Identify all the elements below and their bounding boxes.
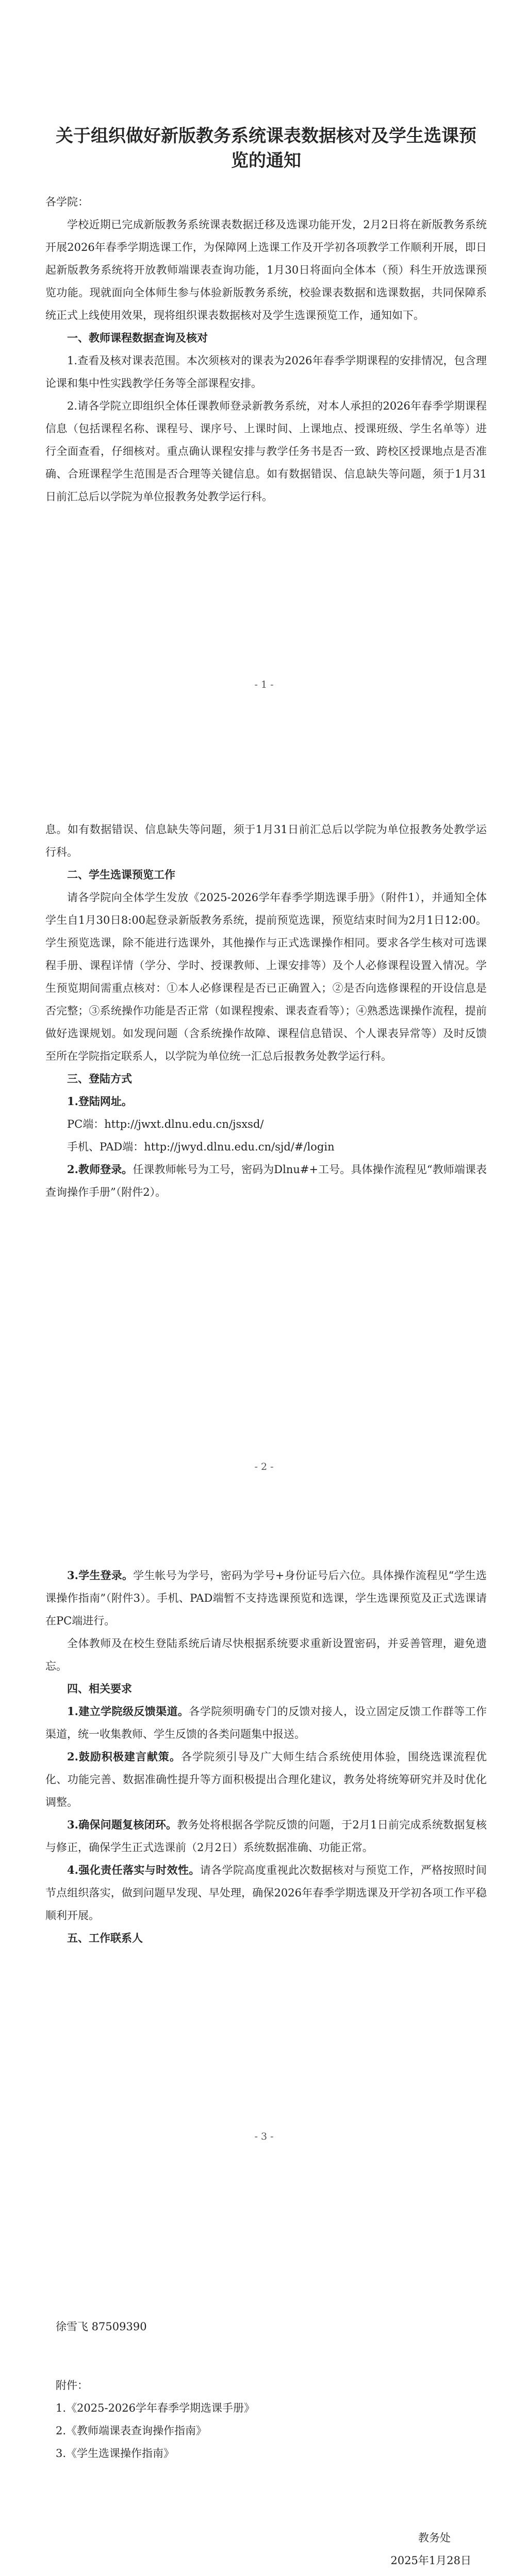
requirement-item-3 — [45, 1814, 487, 1859]
pc-url-line — [45, 1113, 487, 1136]
requirement-2-label: 2.鼓励积极建言献策。 — [67, 1750, 181, 1763]
section-heading-1: 一、教师课程数据查询及核对 — [67, 331, 208, 344]
attachments-label: 附件： — [56, 2379, 88, 2392]
requirement-item-4 — [45, 1859, 487, 1927]
pc-url-label: PC端： — [67, 1118, 105, 1130]
requirement-1-text: 各学院须明确专门的反馈对接人，设立固定反馈工作群等工作渠道，统一收集教师、学生反馈的各类问题集中报送。 — [45, 1705, 487, 1740]
page-2 — [0, 746, 528, 1492]
student-login-label: 3.学生登录。 — [67, 1569, 134, 1582]
page-4 — [0, 2238, 528, 2576]
page-1 — [0, 0, 528, 746]
requirement-item-2 — [45, 1745, 487, 1814]
mobile-url-link[interactable]: http://jwyd.dlnu.edu.cn/sjd/#/login — [144, 1141, 335, 1153]
attachment-item-3[interactable]: 3.《学生选课操作指南》 — [56, 2447, 175, 2460]
page-number: - 2 - — [254, 1461, 274, 1472]
mobile-url-label: 手机、PAD端： — [67, 1141, 144, 1153]
requirement-4-label: 4.强化责任落实与时效性。 — [67, 1863, 200, 1876]
signature-date: 2025年1月28日 — [390, 2554, 471, 2567]
document-title: 关于组织做好新版教务系统课表数据核对及学生选课预览的通知 — [56, 126, 476, 171]
requirement-4-text: 请各学院高度重视此次数据核对与预览工作，严格按照时间节点组织落实，做到问题早发现、早处理，确保2026年春季学期选课及开学初各项工作平稳顺利开展。 — [45, 1864, 487, 1922]
section-2-paragraph-1: 请各学院向全体学生发放《2025-2026学年春季学期选课手册》（附件1），并通知全体学生自1月30日8:00起登录新版教务系统，提前预览选课，预览结束时间为2月1日12:00。学生预览选课，除不能进行选课外，其他操作与正式选课操作相同。要求各学生核对可选课程手册、课程详情（学分、学时、授课教师、上课安排等）及个人必修课程设置入情况。学生预览期间需重点核对：①本人必修课程是否已正确置入；②是否向选修课程的开设信息是否完整；③系统操作功能是否正常（如课程搜索、课表查看等）；④熟悉选课操作流程，提前做好选课规划。如发现问题（含系统操作故障、课程信息错误、个人课表异常等）及时反馈至所在学院指定联系人，以学院为单位统一汇总后报教务处教学运行科。 — [45, 891, 487, 1062]
section-1-paragraph-2-continued: 息。如有数据错误、信息缺失等问题，须于1月31日前汇总后以学院为单位报教务处教学运行科。 — [45, 823, 487, 858]
page-number: - 3 - — [254, 2131, 274, 2142]
pc-url-link[interactable]: http://jwxt.dlnu.edu.cn/jsxsd/ — [104, 1118, 264, 1130]
student-login-text: 学生帐号为学号，密码为学号+身份证号后六位。具体操作流程见“学生选课操作指南”（附件3）。手机、PAD端暂不支持选课预览和选课，学生选课预览及正式选课请在PC端进行。 — [45, 1569, 487, 1627]
requirement-1-label: 1.建立学院级反馈渠道。 — [67, 1705, 189, 1718]
teacher-login-paragraph — [45, 1158, 487, 1204]
mobile-url-line — [45, 1136, 487, 1158]
page-number: - 1 - — [254, 679, 274, 690]
signature-org: 教务处 — [418, 2532, 451, 2544]
login-url-heading: 1.登陆网址。 — [67, 1095, 133, 1108]
teacher-login-label: 2.教师登录。 — [67, 1163, 133, 1176]
attachments-list — [45, 2374, 487, 2465]
section-1-paragraph-2-text: 2.请各学院立即组织全体任课教师登录新教务系统，对本人承担的2026年春季学期课程信息（包括课程名称、课程号、课序号、上课时间、上课地点、授课班级、学生名单等）进行全面查看，仔细核对。重点确认课程安排与教学任务书是否一致、跨校区授课地点是否准确、合班课程学生范围是否合理等关键信息。如有数据错误、信息缺失等问题，须于1月31日前汇总后以学院为单位报教务处教学运行科。 — [45, 400, 487, 503]
intro-paragraph: 学校近期已完成新版教务系统课表数据迁移及选课功能开发，2月2日将在新版教务系统开展2026年春季学期选课工作，为保障网上选课工作及开学初各项教学工作顺利开展，即日起新版教务系统将开放教师端课表查询功能，1月30日将面向全体本（预）科生开放选课预览功能。现就面向全体师生参与体验新版教务系统，校验课表数据和选课数据，共同保障系统正式上线使用效果，现将组织课表数据核对及学生选课预览工作，通知如下。 — [45, 218, 487, 321]
section-1-paragraph-1: 1.查看及核对课表范围。本次须核对的课表为2026年春季学期课程的安排情况，包含理论课和集中性实践教学任务等全部课程安排。 — [45, 354, 487, 389]
attachment-item-1[interactable]: 1.《2025-2026学年春季学期选课手册》 — [56, 2402, 255, 2414]
requirements-heading: 四、相关要求 — [67, 1682, 132, 1695]
requirement-3-text: 教务处将根据各学院反馈的问题，于2月1日前完成系统数据复核与修正，确保学生正式选课前（2月2日）系统数据准确、功能正常。 — [45, 1819, 487, 1854]
requirement-2-text: 各学院须引导及广大师生结合系统使用体验，围绕选课流程优化、功能完善、数据准确性提升等方面积极提出合理化建议，教务处将统筹研究并及时优化调整。 — [45, 1751, 487, 1808]
requirement-3-label: 3.确保问题复核闭环。 — [67, 1818, 177, 1831]
section-heading-2: 二、学生选课预览工作 — [67, 868, 175, 881]
contact-person: 徐雪飞 87509390 — [56, 2320, 147, 2333]
contacts-heading: 五、工作联系人 — [67, 1931, 143, 1944]
signature-block — [45, 2527, 487, 2572]
teacher-login-text: 任课教师帐号为工号，密码为Dlnu#+工号。具体操作流程见“教师端课表查询操作手册”（附件2）。 — [45, 1163, 487, 1198]
section-1-paragraph-2 — [45, 395, 487, 508]
requirement-item-1 — [45, 1700, 487, 1745]
attachment-item-2[interactable]: 2.《教师端课表查询操作指南》 — [56, 2425, 207, 2437]
page-3 — [0, 1492, 528, 2238]
login-heading: 三、登陆方式 — [67, 1072, 132, 1085]
student-login-paragraph — [45, 1564, 487, 1632]
salutation: 各学院： — [45, 196, 89, 208]
password-note: 全体教师及在校生登陆系统后请尽快根据系统要求重新设置密码，并妥善管理，避免遗忘。 — [45, 1637, 487, 1672]
